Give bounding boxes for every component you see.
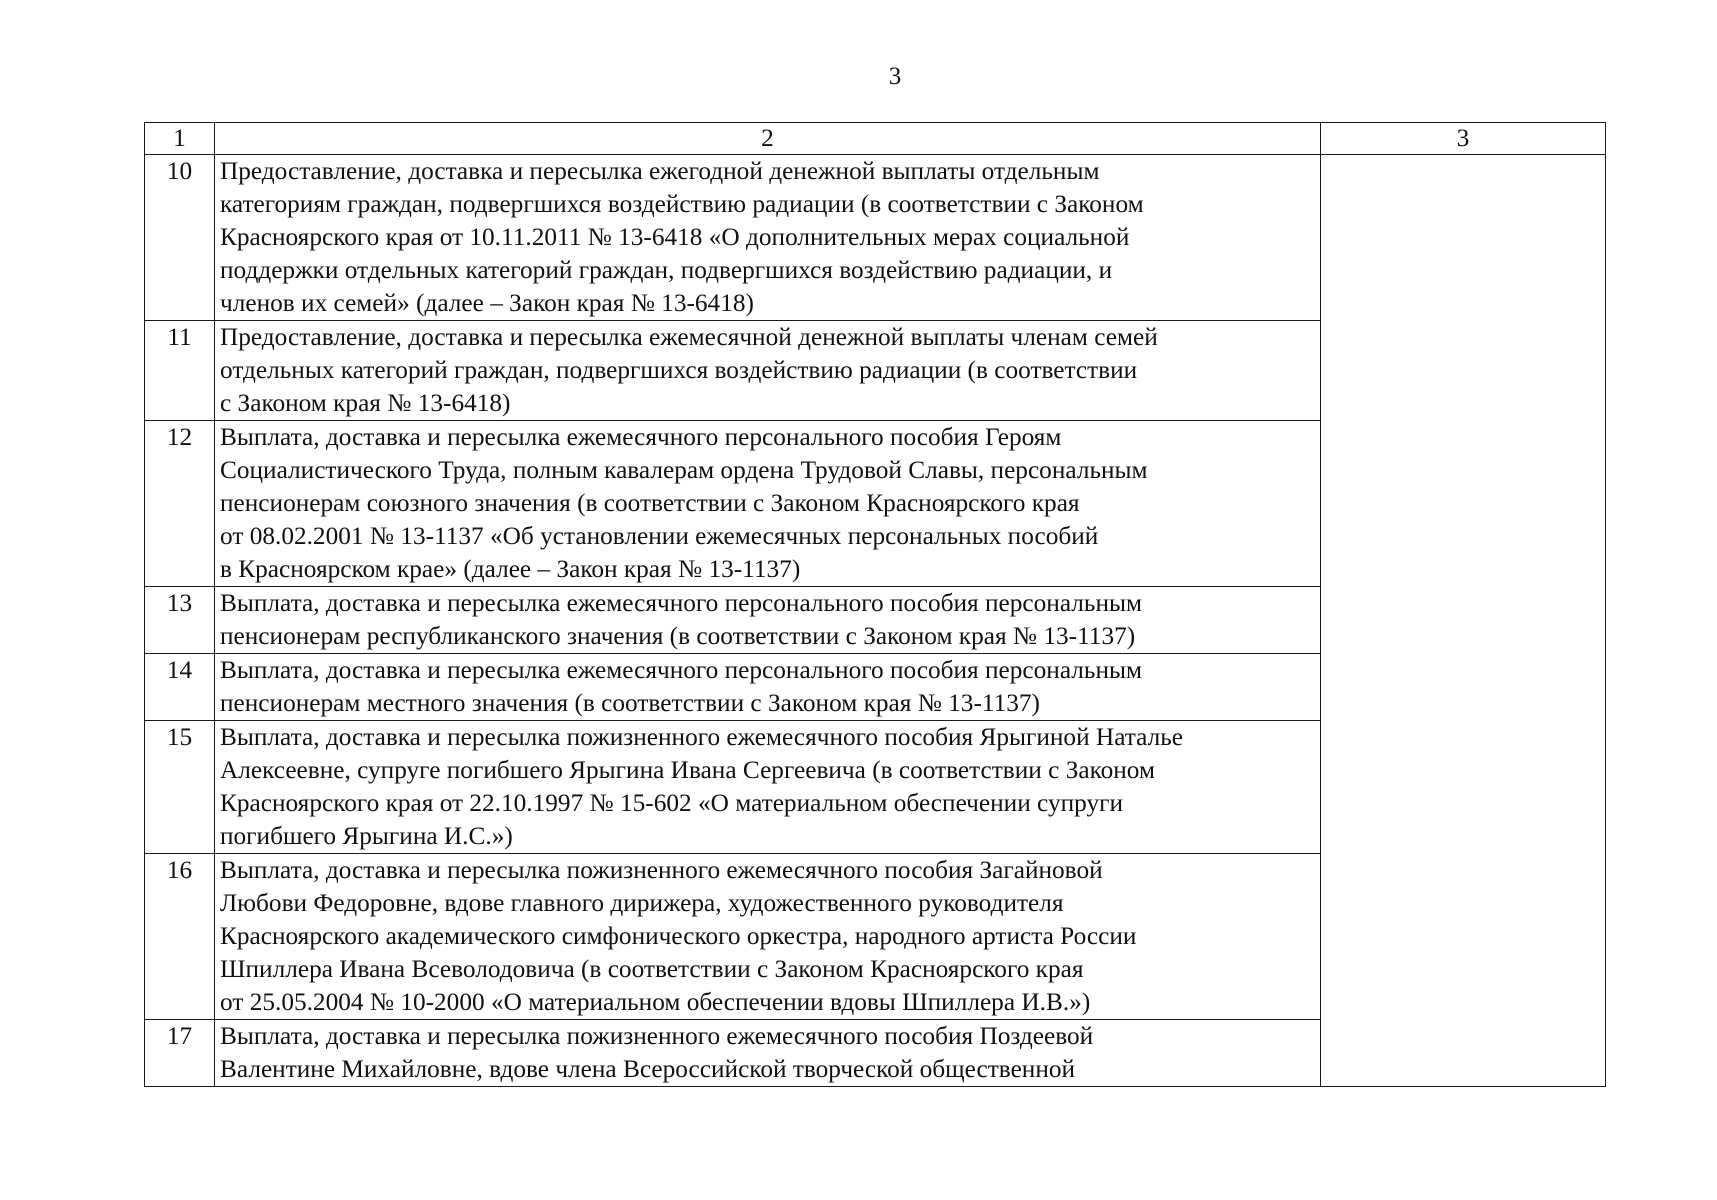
row-number: 12 [145, 421, 215, 587]
header-column-3: 3 [1321, 123, 1606, 155]
header-column-1: 1 [145, 123, 215, 155]
row-number: 15 [145, 721, 215, 854]
header-column-2: 2 [215, 123, 1321, 155]
table-header-row [145, 123, 1606, 155]
row-number: 16 [145, 854, 215, 1020]
row-description: Предоставление, доставка и пересылка ежегодной денежной выплаты отдельным категориям граждан, подвергшихся воздействию радиации (в соответствии с Законом Красноярского края от 10.11.2011 № 13-6418 «О дополнительных мерах социальной поддержки отдельных категорий граждан, подвергшихся воздействию радиации, и членов их семей» (далее – Закон края № 13-6418) [215, 155, 1321, 321]
column-3-cell [1321, 155, 1606, 1087]
row-number: 11 [145, 321, 215, 421]
page-number: 3 [888, 63, 902, 90]
row-number: 17 [145, 1020, 215, 1087]
row-number: 10 [145, 155, 215, 321]
row-description: Выплата, доставка и пересылка ежемесячного персонального пособия персональным пенсионерам республиканского значения (в соответствии с Законом края № 13-1137) [215, 587, 1321, 654]
row-description: Предоставление, доставка и пересылка ежемесячной денежной выплаты членам семей отдельных категорий граждан, подвергшихся воздействию радиации (в соответствии с Законом края № 13-6418) [215, 321, 1321, 421]
payments-table [144, 122, 1606, 1087]
row-description: Выплата, доставка и пересылка пожизненного ежемесячного пособия Загайновой Любови Федоровне, вдове главного дирижера, художественного руководителя Красноярского академического симфонического оркестра, народного артиста России Шпиллера Ивана Всеволодовича (в соответствии с Законом Красноярского края от 25.05.2004 № 10-2000 «О материальном обеспечении вдовы Шпиллера И.В.») [215, 854, 1321, 1020]
row-number: 14 [145, 654, 215, 721]
row-description: Выплата, доставка и пересылка ежемесячного персонального пособия Героям Социалистического Труда, полным кавалерам ордена Трудовой Славы, персональным пенсионерам союзного значения (в соответствии с Законом Красноярского края от 08.02.2001 № 13-1137 «Об установлении ежемесячных персональных пособий в Красноярском крае» (далее – Закон края № 13-1137) [215, 421, 1321, 587]
row-description: Выплата, доставка и пересылка пожизненного ежемесячного пособия Ярыгиной Наталье Алексеевне, супруге погибшего Ярыгина Ивана Сергеевича (в соответствии с Законом Красноярского края от 22.10.1997 № 15-602 «О материальном обеспечении супруги погибшего Ярыгина И.С.») [215, 721, 1321, 854]
row-description: Выплата, доставка и пересылка пожизненного ежемесячного пособия Поздеевой Валентине Михайловне, вдове члена Всероссийской творческой общественной [215, 1020, 1321, 1087]
row-description: Выплата, доставка и пересылка ежемесячного персонального пособия персональным пенсионерам местного значения (в соответствии с Законом края № 13-1137) [215, 654, 1321, 721]
row-number: 13 [145, 587, 215, 654]
table-row [145, 155, 1606, 321]
